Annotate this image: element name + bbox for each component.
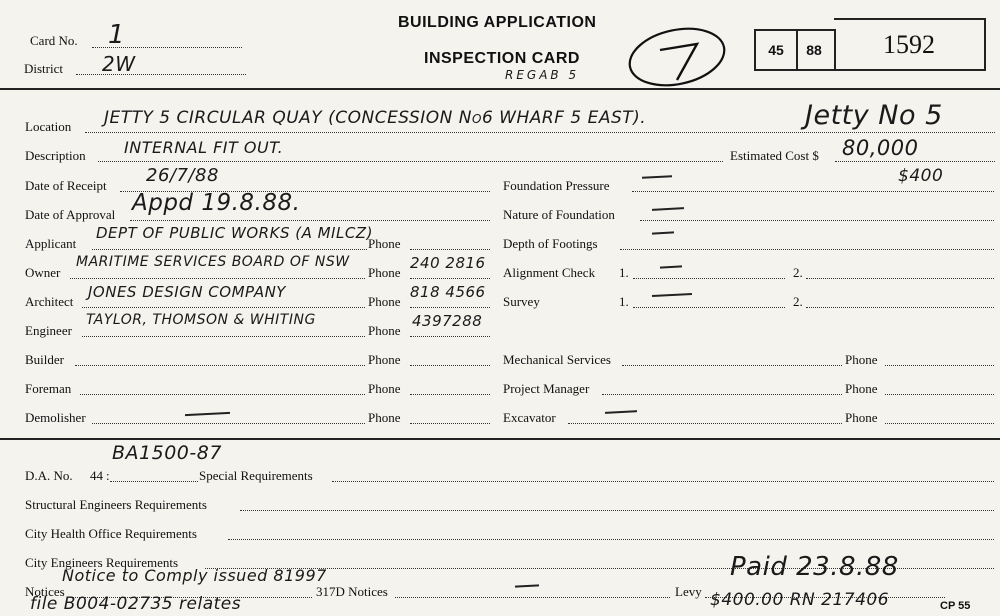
health-line (228, 539, 994, 540)
builder-phone-label: Phone (368, 352, 401, 367)
location-margin-note: Jetty No 5 (805, 100, 943, 131)
alignment-check-line1 (633, 278, 785, 279)
date-receipt-value: 26/7/88 (146, 165, 219, 186)
foundation-pressure-label: Foundation Pressure (503, 178, 610, 193)
architect-label: Architect (25, 294, 74, 309)
city-engineers-label: City Engineers Requirements (25, 555, 179, 570)
survey-dash (652, 293, 692, 297)
depth-footings-label: Depth of Footings (503, 236, 598, 251)
depth-footings-dash (652, 231, 674, 234)
description-line (98, 161, 723, 162)
excavator-phone-label: Phone (845, 410, 878, 425)
excavator-line (568, 423, 842, 424)
engineer-value: TAYLOR, THOMSON & WHITING (86, 312, 316, 328)
levy-amount: $400.00 RN 217406 (710, 590, 890, 610)
demolisher-phone-line (410, 423, 490, 424)
foreman-label: Foreman (25, 381, 72, 396)
levy-label: Levy (675, 584, 702, 599)
header-handwritten-note: REGAB 5 (505, 68, 580, 82)
notices-value: Notice to Comply issued 81997 (62, 566, 327, 585)
foreman-line (80, 394, 365, 395)
project-manager-phone-line (885, 394, 994, 395)
architect-phone-label: Phone (368, 294, 401, 309)
foundation-pressure-line (632, 191, 994, 192)
builder-phone-line (410, 365, 490, 366)
foreman-phone-label: Phone (368, 381, 401, 396)
date-receipt-label: Date of Receipt (25, 178, 107, 193)
project-manager-line (602, 394, 842, 395)
survey-line2 (806, 307, 994, 308)
extra-amount: $400 (898, 166, 944, 186)
notices-317d-dash (515, 584, 539, 587)
alignment-check-num1: 1. (619, 265, 629, 280)
applicant-phone-label: Phone (368, 236, 401, 251)
structural-line (240, 510, 994, 511)
card-box-88: 88 (794, 29, 836, 71)
engineer-line (82, 336, 365, 337)
depth-footings-line (620, 249, 994, 250)
mechanical-label: Mechanical Services (503, 352, 611, 367)
health-label: City Health Office Requirements (25, 526, 197, 541)
owner-line (70, 278, 365, 279)
architect-value: JONES DESIGN COMPANY (88, 283, 286, 301)
special-requirements-line (332, 481, 994, 482)
applicant-value: DEPT OF PUBLIC WORKS (A MILCZ) (96, 224, 373, 242)
da-line (110, 481, 198, 482)
notices-label: Notices (25, 584, 65, 599)
district-label: District (24, 61, 63, 76)
card-no-label: Card No. (30, 33, 78, 48)
architect-phone-line (410, 307, 490, 308)
architect-line (82, 307, 365, 308)
builder-label: Builder (25, 352, 64, 367)
nature-foundation-line (640, 220, 994, 221)
project-manager-label: Project Manager (503, 381, 590, 396)
alignment-check-line2 (806, 278, 994, 279)
da-value: BA1500-87 (112, 442, 222, 464)
architect-phone-value: 818 4566 (410, 283, 486, 301)
alignment-check-label: Alignment Check (503, 265, 596, 280)
structural-label: Structural Engineers Requirements (25, 497, 207, 512)
date-approval-label: Date of Approval (25, 207, 116, 222)
survey-line1 (633, 307, 785, 308)
excavator-phone-line (885, 423, 994, 424)
engineer-phone-line (410, 336, 490, 337)
card-box-45: 45 (754, 29, 798, 71)
header-rule (0, 88, 1000, 90)
date-approval-line (130, 220, 490, 221)
notices-317d-label: 317D Notices (316, 584, 388, 599)
form-code: CP 55 (940, 600, 971, 612)
alignment-check-num2: 2. (793, 265, 803, 280)
description-label: Description (25, 148, 86, 163)
date-approval-value: Appd 19.8.88. (132, 190, 301, 216)
alignment-check-dash (660, 265, 682, 268)
estimated-cost-line (835, 161, 995, 162)
applicant-label: Applicant (25, 236, 77, 251)
demolisher-line (92, 423, 365, 424)
da-colon: : (106, 468, 110, 483)
location-value: JETTY 5 CIRCULAR QUAY (CONCESSION No6 WHARF 5 EAST). (104, 108, 647, 128)
foundation-pressure-dash (642, 175, 672, 179)
owner-phone-value: 240 2816 (410, 254, 486, 272)
levy-value: Paid 23.8.88 (730, 552, 899, 582)
engineer-phone-value: 4397288 (412, 312, 483, 330)
location-line (85, 132, 995, 133)
owner-label: Owner (25, 265, 61, 280)
form-title: BUILDING APPLICATION (398, 14, 597, 31)
mechanical-phone-line (885, 365, 994, 366)
notices-317d-line (395, 597, 670, 598)
excavator-label: Excavator (503, 410, 556, 425)
owner-phone-line (410, 278, 490, 279)
mechanical-phone-label: Phone (845, 352, 878, 367)
circled-annotation-icon (625, 22, 735, 92)
project-manager-phone-label: Phone (845, 381, 878, 396)
foreman-phone-line (410, 394, 490, 395)
survey-label: Survey (503, 294, 540, 309)
nature-foundation-dash (652, 207, 684, 211)
estimated-cost-value: 80,000 (842, 136, 919, 160)
excavator-dash (605, 410, 637, 414)
card-no-value: 1 (108, 20, 126, 50)
card-number-box: 1592 (834, 18, 986, 71)
owner-phone-label: Phone (368, 265, 401, 280)
engineer-label: Engineer (25, 323, 72, 338)
engineer-phone-label: Phone (368, 323, 401, 338)
survey-num2: 2. (793, 294, 803, 309)
location-label: Location (25, 119, 72, 134)
mechanical-line (622, 365, 842, 366)
da-label: D.A. No. (25, 468, 73, 483)
form-subtitle: INSPECTION CARD (424, 50, 580, 67)
special-requirements-label: Special Requirements (199, 468, 313, 483)
survey-num1: 1. (619, 294, 629, 309)
demolisher-dash (185, 412, 230, 416)
file-note: file B004-02735 relates (30, 594, 242, 614)
da-prefix: 44 (90, 468, 103, 483)
estimated-cost-label: Estimated Cost $ (730, 148, 819, 163)
owner-value: MARITIME SERVICES BOARD OF NSW (76, 254, 350, 270)
district-value: 2W (102, 52, 136, 76)
description-value: INTERNAL FIT OUT. (124, 138, 284, 157)
demolisher-label: Demolisher (25, 410, 86, 425)
demolisher-phone-label: Phone (368, 410, 401, 425)
applicant-phone-line (410, 249, 490, 250)
builder-line (75, 365, 365, 366)
middle-rule (0, 438, 1000, 440)
applicant-line (92, 249, 367, 250)
nature-foundation-label: Nature of Foundation (503, 207, 615, 222)
